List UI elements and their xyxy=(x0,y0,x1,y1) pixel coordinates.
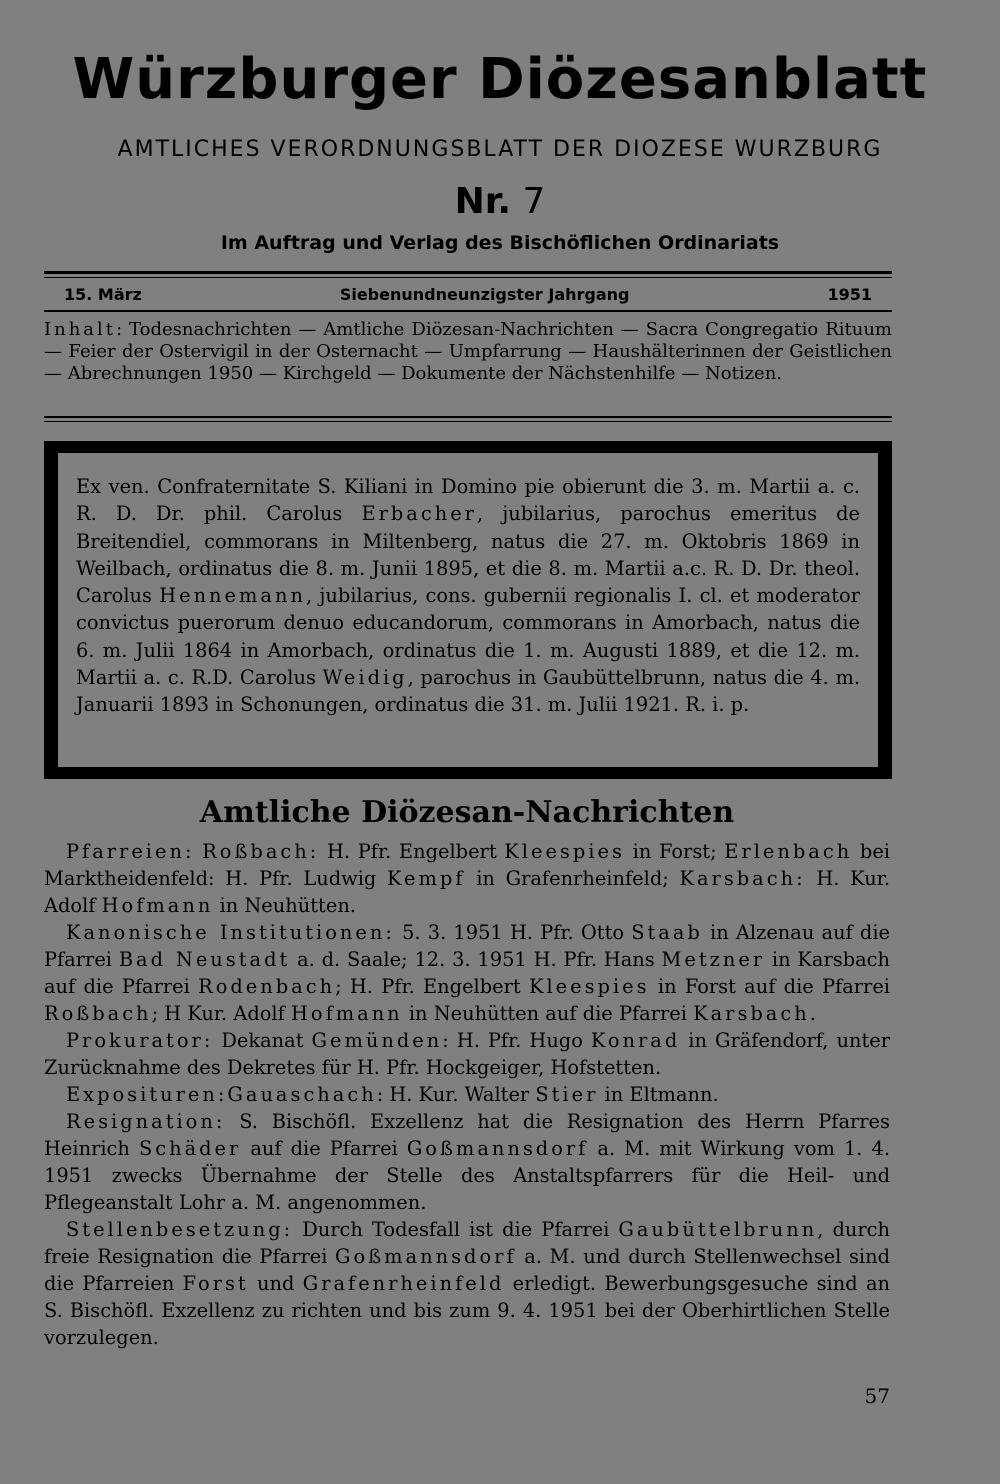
news-spaced: Gemünden xyxy=(311,1029,443,1052)
obituary-name: Weidig xyxy=(322,666,408,690)
news-text: . xyxy=(809,1002,816,1025)
news-text: a. M. mit Wirkung vom 1. 4. 1951 zwecks Übernahme der Stelle des Anstaltspfarrers für die Heil- und Pflegeanstalt Lohr a. M. angenommen. xyxy=(44,1137,890,1214)
issue-year: 1951 xyxy=(827,285,872,304)
obituary-name: Hennemann xyxy=(159,584,306,608)
news-spaced: Grafenrheinfeld xyxy=(302,1272,505,1295)
news-text: erledigt. Bewerbungsgesuche sind an S. Bischöfl. Exzellenz zu richten und bis zum 9. 4. 1951 bei der Oberhirtlichen Stelle vorzulegen. xyxy=(44,1272,890,1349)
obituary-part: , parochus in Gaubüttelbrunn, natus die 4. m. Januarii 1893 in Schonungen, ordinatus die 31. m. Julii 1921. R. i. p. xyxy=(76,666,861,717)
section-title: Amtliche Diözesan-Nachrichten xyxy=(199,795,735,830)
news-spaced: Metzner xyxy=(661,948,766,971)
rule-below-contents-thin xyxy=(44,421,892,422)
obituary-text xyxy=(76,473,860,719)
news-resignation xyxy=(44,1108,890,1216)
news-text: : H. Pfr. Hugo xyxy=(442,1029,591,1052)
news-prokurator xyxy=(44,1027,890,1081)
issue-number-label: Nr. xyxy=(454,181,512,222)
publisher-line: Im Auftrag und Verlag des Bischöflichen Ordinariats xyxy=(220,232,780,254)
news-text: in Forst auf die Pfarrei xyxy=(649,975,891,998)
news-stellenbesetzung xyxy=(44,1216,890,1351)
news-text: auf die Pfarrei xyxy=(241,1137,407,1160)
news-spaced: Staab xyxy=(631,921,703,944)
news-text: in Neuhütten. xyxy=(213,894,356,917)
diocesan-news xyxy=(44,838,890,1351)
news-text: : H. Kur. Walter xyxy=(376,1083,536,1106)
news-text: in Gräfendorf, unter Zurücknahme des Dekretes für H. Pfr. Hockgeiger, Hofstetten. xyxy=(44,1029,890,1079)
page-number: 57 xyxy=(864,1384,890,1408)
table-of-contents xyxy=(44,319,892,386)
news-text: ; H. Pfr. Engelbert xyxy=(335,975,529,998)
news-spaced: Roßbach: xyxy=(202,840,320,863)
news-text: in Eltmann. xyxy=(598,1083,719,1106)
news-kanonische xyxy=(44,919,890,1027)
news-pfarreien xyxy=(44,838,890,919)
news-text: und xyxy=(248,1272,303,1295)
news-text: , durch freie Resignation die Pfarrei xyxy=(44,1218,890,1268)
news-spaced: Gaubüttelbrunn xyxy=(618,1218,818,1241)
issue-number-value: 7 xyxy=(522,181,546,222)
issue-date: 15. März xyxy=(64,285,142,304)
news-spaced: Goßmannsdorf xyxy=(335,1245,517,1268)
news-spaced: Roßbach xyxy=(44,1002,152,1025)
contents-label: Inhalt xyxy=(44,319,117,340)
masthead-subtitle: AMTLICHES VERORDNUNGSBLATT DER DIOZESE WURZBURG xyxy=(117,137,883,162)
news-spaced: Erlenbach xyxy=(724,840,853,863)
news-spaced: Forst xyxy=(182,1272,249,1295)
news-text: Durch Todesfall ist die Pfarrei xyxy=(293,1218,619,1241)
news-text: in Karsbach auf die Pfarrei xyxy=(44,948,891,998)
news-text: H. Pfr. Engelbert xyxy=(319,840,505,863)
volume: Siebenundneunzigster Jahrgang xyxy=(339,285,630,304)
news-text: a. M. und durch Stellenwechsel sind die Pfarreien xyxy=(44,1245,890,1295)
issue-number xyxy=(0,181,1000,222)
news-text: H. Kur. Adolf xyxy=(44,867,890,917)
news-spaced: Kleespies xyxy=(504,840,625,863)
obituary-part: , jubilarius, parochus emeritus de Breitendiel, commorans in Miltenberg, natus die 27. m. Oktobris 1869 in Weilbach, ordinatus die 8. m. Junii 1895, et die 8. m. Martii a.c. R. D. Dr. theol. Carolus xyxy=(76,502,860,608)
news-spaced: Hofmann xyxy=(290,1002,403,1025)
news-label: Kanonische Institutionen: xyxy=(66,921,395,944)
news-spaced: Konrad xyxy=(590,1029,681,1052)
news-text: Dekanat xyxy=(213,1029,312,1052)
contents-text: : Todesnachrichten — Amtliche Diözesan-Nachrichten — Sacra Congregatio Rituum — Feier der Ostervigil in der Osternacht — Umpfarrung — Haushälterinnen der Geistlichen — Abrechnungen 1950 — Kirchgeld — Dokumente der Nächstenhilfe — Notizen. xyxy=(44,319,892,385)
obituary-name: Erbacher xyxy=(361,502,477,526)
news-spaced: Stier xyxy=(535,1083,599,1106)
news-spaced: Schäder xyxy=(138,1137,242,1160)
news-label: Resignation: xyxy=(66,1110,226,1133)
news-label: Exposituren: xyxy=(66,1083,228,1106)
news-text: in Forst; xyxy=(624,840,725,863)
news-spaced: Bad Neustadt xyxy=(118,948,291,971)
news-exposituren xyxy=(44,1081,890,1108)
news-text: S. Bischöfl. Exzellenz hat die Resignation des Herrn Pfarres Heinrich xyxy=(44,1110,890,1160)
news-spaced: Karsbach: xyxy=(679,867,806,890)
masthead-title: Würzburger Diözesanblatt xyxy=(72,47,928,112)
obituary-part: , jubilarius, cons. gubernii regionalis I. cl. et moderator convictus puerorum denuo educandorum, commorans in Amorbach, natus die 6. m. Julii 1864 in Amorbach, ordinatus die 1. m. Augusti 1889, et die 12. m. Martii a. c. R.D. Carolus xyxy=(76,584,860,690)
news-label: Prokurator: xyxy=(66,1029,214,1052)
rule-below-dateline xyxy=(44,310,892,312)
rule-top-thin xyxy=(44,277,892,278)
news-text: in Neuhütten auf die Pfarrei xyxy=(402,1002,694,1025)
news-spaced: Karsbach xyxy=(693,1002,810,1025)
news-text: ; H Kur. Adolf xyxy=(151,1002,291,1025)
obituary-part: Ex ven. Confraternitate S. Kiliani in Domino pie obierunt die 3. m. Martii a. c. R. D. Dr. phil. Carolus xyxy=(76,475,860,526)
news-text: in Alzenau auf die Pfarrei xyxy=(44,921,891,971)
news-spaced: Kempf xyxy=(387,867,466,890)
news-text: bei Marktheidenfeld: H. Pfr. Ludwig xyxy=(44,840,890,890)
news-label: Pfarreien: xyxy=(66,840,195,863)
rule-top xyxy=(44,271,892,274)
news-spaced: Gauaschach xyxy=(227,1083,377,1106)
news-spaced: Rodenbach xyxy=(198,975,336,998)
rule-below-contents xyxy=(44,416,892,418)
news-spaced: Kleespies xyxy=(528,975,650,998)
news-spaced: Goßmannsdorf xyxy=(406,1137,589,1160)
news-text: in Grafenrheinfeld; xyxy=(465,867,680,890)
news-label: Stellenbesetzung: xyxy=(66,1218,294,1241)
news-spaced: Hofmann xyxy=(101,894,214,917)
dateline xyxy=(64,284,872,306)
news-text: 5. 3. 1951 H. Pfr. Otto xyxy=(394,921,632,944)
news-text: a. d. Saale; 12. 3. 1951 H. Pfr. Hans xyxy=(290,948,662,971)
